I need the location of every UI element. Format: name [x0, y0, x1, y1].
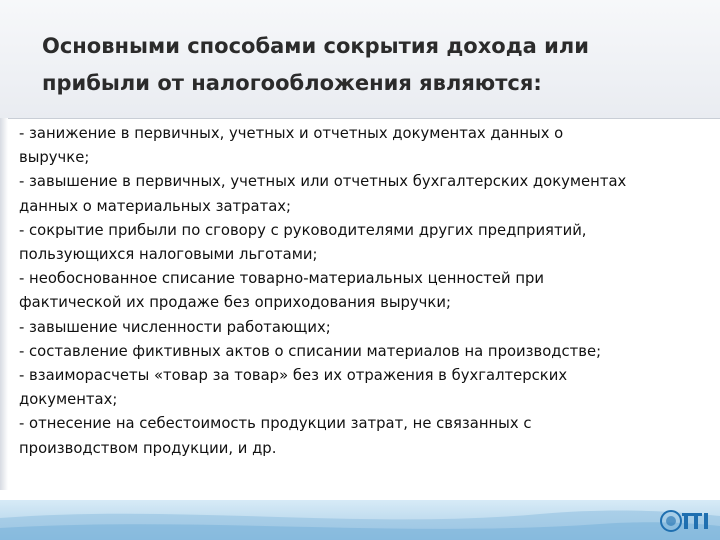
body-line: - сокрытие прибыли по сговору с руководителями других предприятий, [19, 221, 587, 239]
body-line: - необоснованное списание товарно-материальных ценностей при [19, 270, 545, 288]
body-line: производством продукции, и др. [19, 439, 277, 457]
body-line: - составление фиктивных актов о списании материалов на производстве; [19, 342, 602, 360]
body-line: данных о материальных затратах; [19, 197, 292, 215]
slide-body [19, 122, 709, 461]
slide-header [0, 0, 720, 119]
body-line: - отнесение на себестоимость продукции затрат, не связанных с [19, 415, 532, 433]
slide-title: Основными способами сокрытия дохода или прибыли от налогообложения являются: [42, 34, 589, 95]
left-divider [0, 118, 8, 490]
body-line: документах; [19, 391, 118, 409]
body-line: - завышение численности работающих; [19, 318, 331, 336]
body-line: - взаиморасчеты «товар за товар» без их отражения в бухгалтерских [19, 367, 568, 385]
body-line: выручке; [19, 149, 90, 167]
footer-wave [0, 500, 720, 540]
slide-footer [0, 500, 720, 540]
body-line: фактической их продаже без оприходования выручки; [19, 294, 451, 312]
institution-logo-icon [660, 506, 712, 536]
body-line: - завышение в первичных, учетных или отчетных бухгалтерских документах [19, 173, 627, 191]
body-line: - занижение в первичных, учетных и отчетных документах данных о [19, 125, 564, 142]
body-line: пользующихся налоговыми льготами; [19, 246, 318, 264]
